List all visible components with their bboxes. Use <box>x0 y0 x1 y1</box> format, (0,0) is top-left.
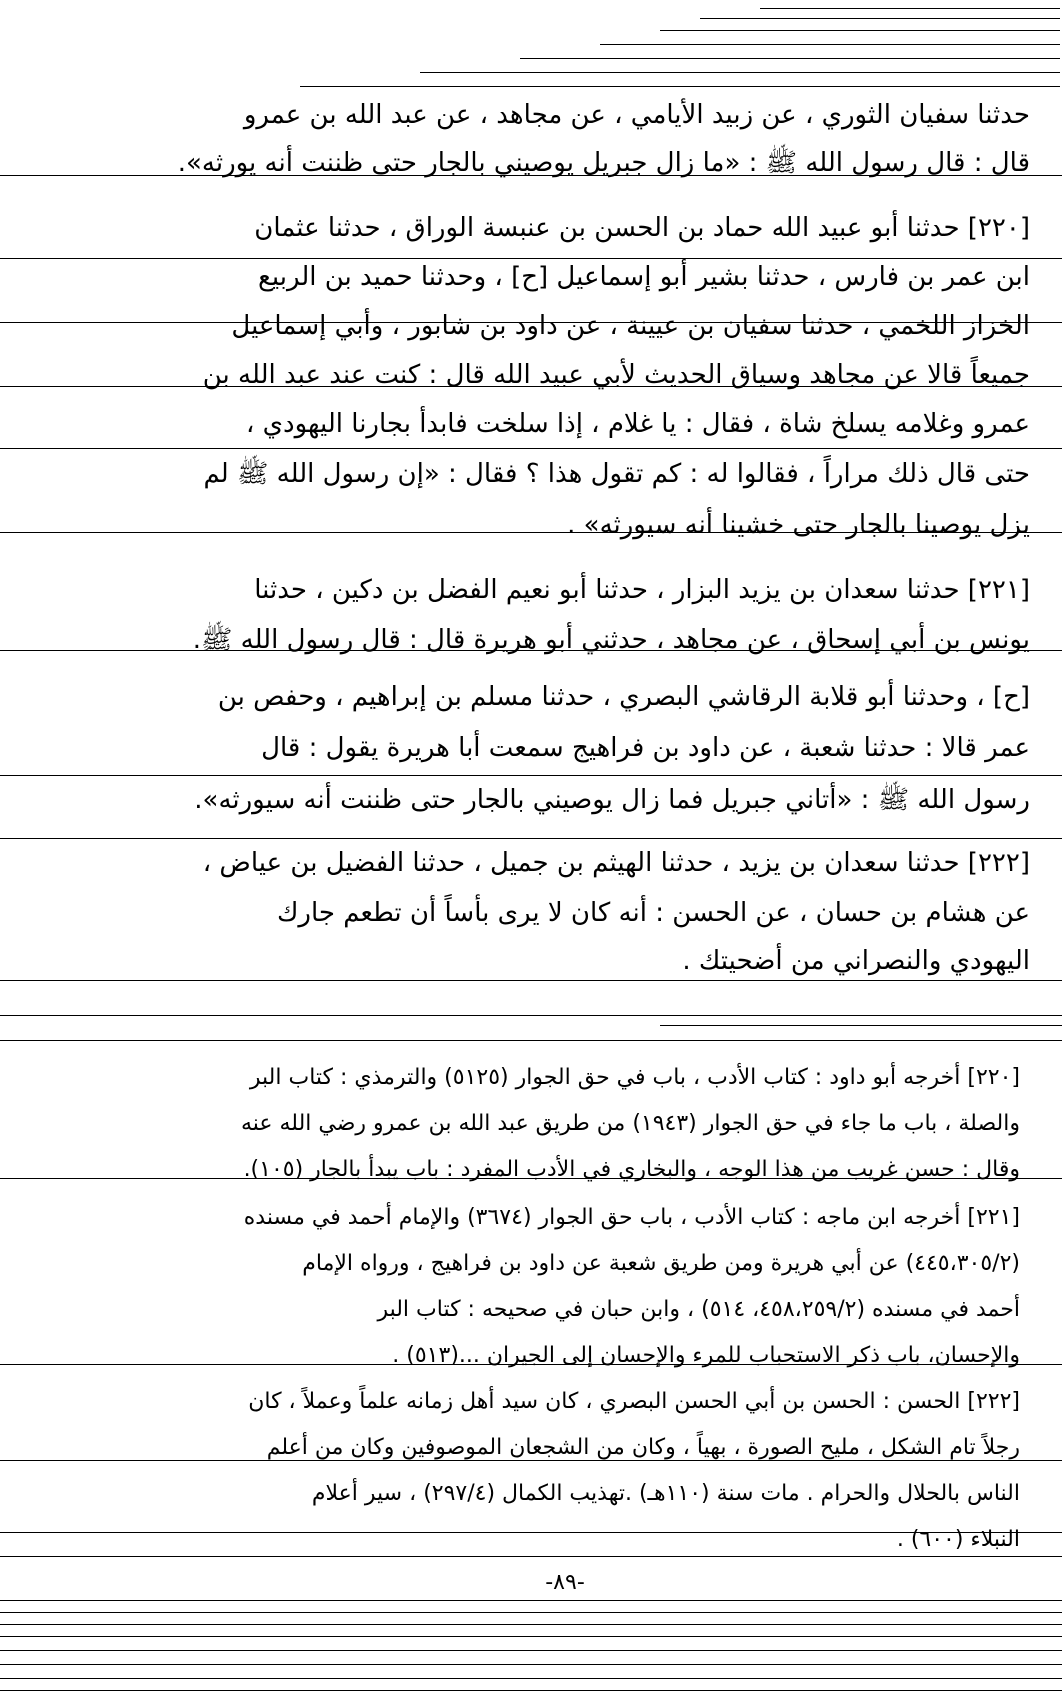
footnote-line: [٢٢٢] الحسن : الحسن بن أبي الحسن البصري ، كان سيد أهل زمانه علماً وعملاً ، كان <box>248 1389 1020 1414</box>
scan-line <box>660 30 1060 31</box>
main-text-line: حدثنا سفيان الثوري ، عن زبيد الأيامي ، عن مجاهد ، عن عبد الله بن عمرو <box>243 100 1030 130</box>
footnote-line: (٤٤٥،٣٠٥/٢) عن أبي هريرة ومن طريق شعبة عن داود بن فراهيج ، ورواه الإمام <box>302 1251 1020 1276</box>
scan-line <box>0 1612 1062 1613</box>
main-text-line: [٢٢٠] حدثنا أبو عبيد الله حماد بن الحسن بن عنبسة الوراق ، حدثنا عثمان <box>254 213 1030 243</box>
footnote-line: أحمد في مسنده (٤٥٨،٢٥٩/٢، ٥١٤) ، وابن حبان في صحيحه : كتاب البر <box>377 1297 1020 1322</box>
main-text-line: ابن عمر بن فارس ، حدثنا بشير أبو إسماعيل [ح] ، وحدثنا حميد بن الربيع <box>258 262 1030 292</box>
main-text-line: عمرو وغلامه يسلخ شاة ، فقال : يا غلام ، إذا سلخت فابدأ بجارنا اليهودي ، <box>246 409 1030 439</box>
scan-line <box>0 448 1062 449</box>
main-text-line: حتى قال ذلك مراراً ، فقالوا له : كم تقول هذا ؟ فقال : «إن رسول الله ﷺ لم <box>203 459 1030 489</box>
main-text-line: يزل يوصينا بالجار حتى خشينا أنه سيورثه» . <box>567 510 1030 540</box>
page-number: -٨٩- <box>545 1570 585 1595</box>
scan-line <box>600 44 1060 45</box>
scan-line <box>0 980 1062 981</box>
main-text-line: [ح] ، وحدثنا أبو قلابة الرقاشي البصري ، حدثنا مسلم بن إبراهيم ، وحفص بن <box>217 682 1030 712</box>
scan-line <box>420 72 1060 73</box>
footnote-line: [٢٢٠] أخرجه أبو داود : كتاب الأدب ، باب في حق الجوار (٥١٢٥) والترمذي : كتاب البر <box>249 1065 1020 1090</box>
footnote-line: النبلاء (٦٠٠) . <box>896 1527 1020 1552</box>
main-text-line: قال : قال رسول الله ﷺ : «ما زال جبريل يوصيني بالجار حتى ظننت أنه يورثه». <box>177 148 1030 178</box>
footnote-line: والصلة ، باب ما جاء في حق الجوار (١٩٤٣) من طريق عبد الله بن عمرو رضي الله عنه <box>240 1111 1020 1136</box>
main-text-line: عن هشام بن حسان ، عن الحسن : أنه كان لا يرى بأساً أن تطعم جارك <box>276 898 1030 928</box>
scan-line <box>0 1040 1062 1041</box>
main-text-line: جميعاً قالا عن مجاهد وسياق الحديث لأبي عبيد الله قال : كنت عند عبد الله بن <box>202 360 1030 390</box>
footnote-line: رجلاً تام الشكل ، مليح الصورة ، بهياً ، وكان من الشجعان الموصوفين وكان من أعلم <box>266 1435 1020 1460</box>
scan-line <box>0 1636 1062 1637</box>
scan-line <box>0 775 1062 776</box>
scan-line <box>660 1025 1062 1026</box>
main-text-line: رسول الله ﷺ : «أتاني جبريل فما زال يوصيني بالجار حتى ظننت أنه سيورثه». <box>194 785 1030 815</box>
footnote-line: [٢٢١] أخرجه ابن ماجه : كتاب الأدب ، باب حق الجوار (٣٦٧٤) والإمام أحمد في مسنده <box>243 1205 1020 1230</box>
scan-line <box>0 838 1062 839</box>
scan-line <box>760 8 1060 9</box>
scan-line <box>300 86 1060 87</box>
scan-line <box>0 1690 1062 1691</box>
main-text-line: عمر قالا : حدثنا شعبة ، عن داود بن فراهيج سمعت أبا هريرة يقول : قال <box>261 733 1030 763</box>
scan-line <box>0 1678 1062 1679</box>
scan-line <box>0 258 1062 259</box>
scan-line <box>0 1664 1062 1665</box>
scan-line <box>0 1624 1062 1625</box>
scan-line <box>0 1650 1062 1651</box>
scan-line <box>700 18 1060 19</box>
footnote-line: والإحسان، باب ذكر الاستحباب للمرء والإحسان إلى الجيران ...(٥١٣) . <box>392 1343 1020 1368</box>
scan-line <box>0 1556 1062 1557</box>
main-text-line: اليهودي والنصراني من أضحيتك . <box>682 946 1030 976</box>
footnote-line: وقال : حسن غريب من هذا الوجه ، والبخاري في الأدب المفرد : باب يبدأ بالجار (١٠٥). <box>243 1157 1020 1182</box>
footnote-line: الناس بالحلال والحرام . مات سنة (١١٠هـ) .تهذيب الكمال (٢٩٧/٤) ، سير أعلام <box>311 1481 1020 1506</box>
scan-line <box>0 1600 1062 1601</box>
scan-line <box>0 1015 1062 1016</box>
scan-line <box>520 58 1060 59</box>
main-text-line: يونس بن أبي إسحاق ، عن مجاهد ، حدثني أبو هريرة قال : قال رسول الله ﷺ. <box>192 625 1030 655</box>
main-text-line: [٢٢٢] حدثنا سعدان بن يزيد ، حدثنا الهيثم بن جميل ، حدثنا الفضيل بن عياض ، <box>202 848 1030 878</box>
main-text-line: الخزاز اللخمي ، حدثنا سفيان بن عيينة ، عن داود بن شابور ، وأبي إسماعيل <box>231 311 1030 341</box>
main-text-line: [٢٢١] حدثنا سعدان بن يزيد البزار ، حدثنا أبو نعيم الفضل بن دكين ، حدثنا <box>254 575 1030 605</box>
